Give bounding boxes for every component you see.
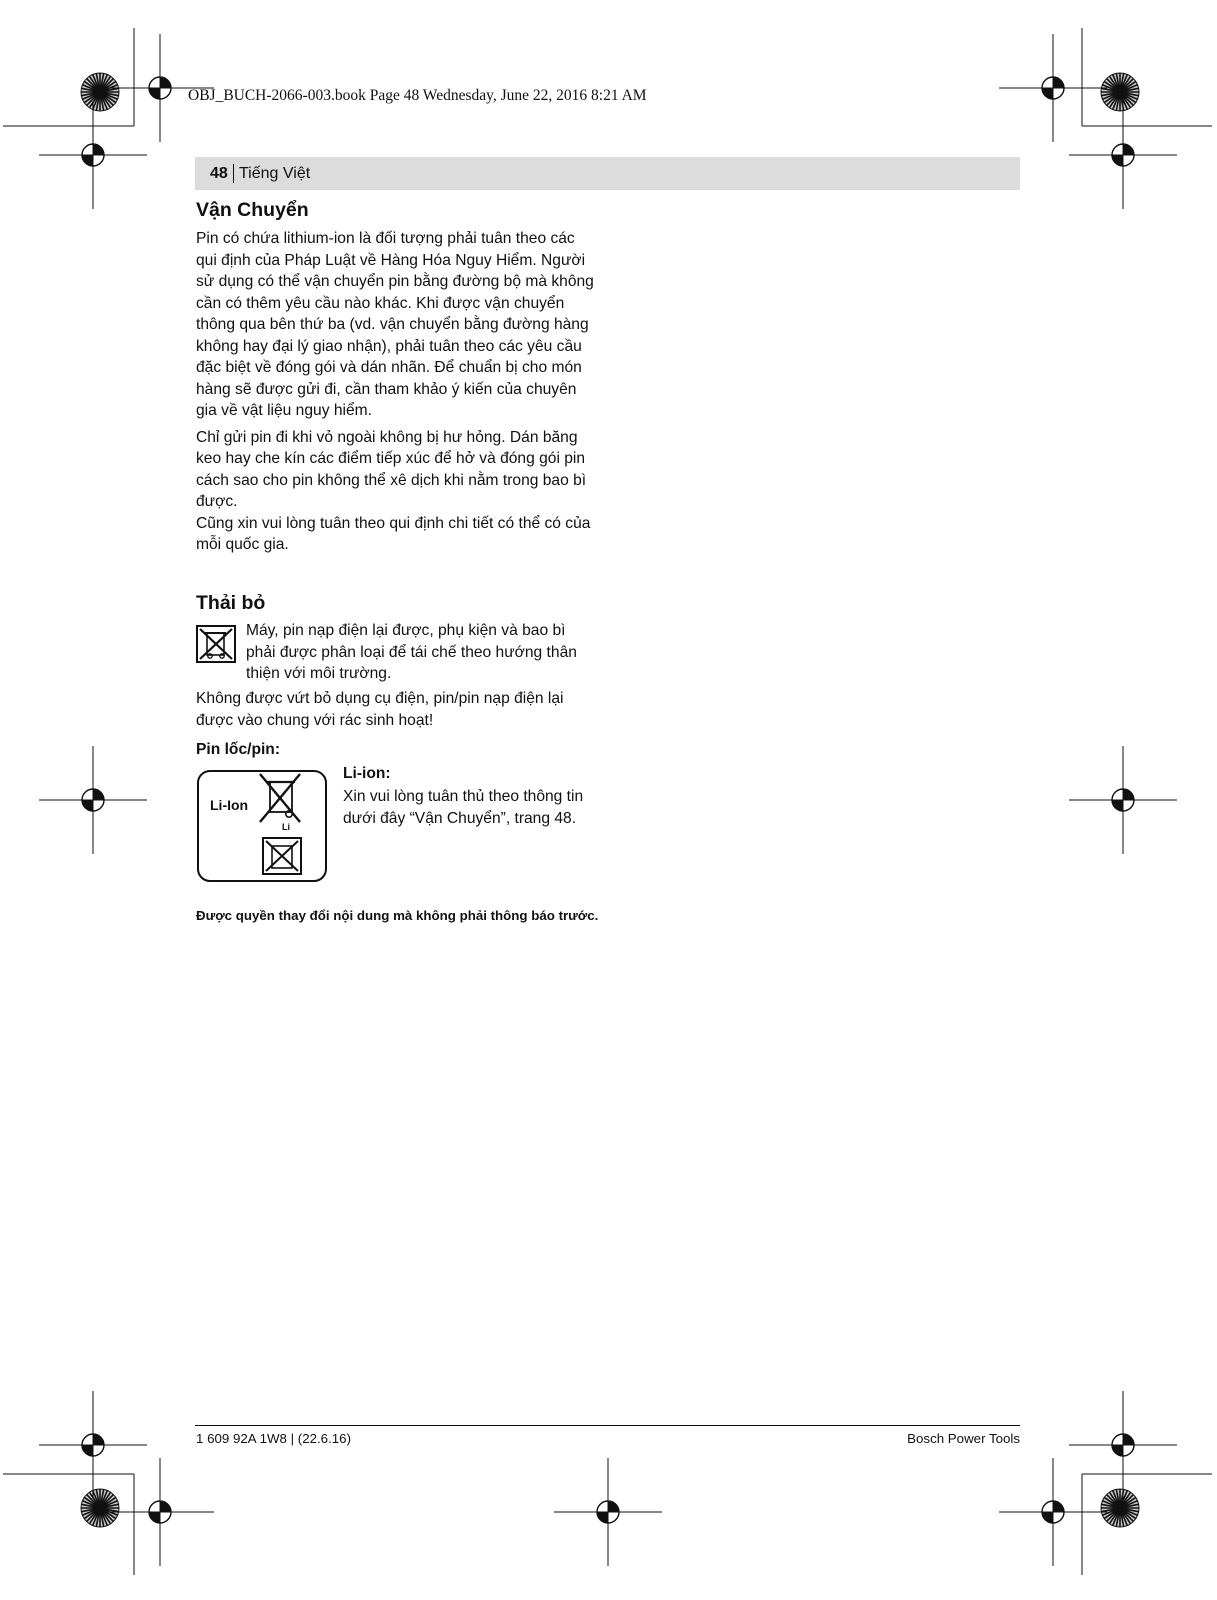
print-slug: OBJ_BUCH-2066-003.book Page 48 Wednesday, June 22, 2016 8:21 AM — [188, 87, 647, 104]
battery-subheading: Pin lốc/pin: — [196, 741, 281, 758]
transport-paragraph-3: Cũng xin vui lòng tuân theo qui định chi tiết có thể có của mỗi quốc gia. — [196, 514, 591, 553]
transport-heading: Vận Chuyển — [196, 199, 309, 221]
li-small-label: Li — [282, 822, 290, 832]
liion-symbol-label: Li-Ion — [210, 797, 249, 813]
transport-section — [196, 228, 596, 556]
battery-recycle-icon — [263, 838, 301, 874]
disposal-heading: Thải bỏ — [196, 592, 266, 614]
footer-doc-number: 1 609 92A 1W8 | (22.6.16) — [196, 1431, 351, 1446]
liion-text: Xin vui lòng tuân thủ theo thông tin dưới đây “Vận Chuyển”, trang 48. — [343, 788, 584, 827]
transport-paragraph-2: Chỉ gửi pin đi khi vỏ ngoài không bị hư hỏng. Dán băng keo hay che kín các điểm tiếp xúc để hở và đóng gói pin cách sao cho pin không thể xê dịch khi nằm trong bao bì được. — [196, 428, 587, 510]
header-separator — [233, 164, 234, 183]
transport-paragraph-1: Pin có chứa lithium-ion là đối tượng phải tuân theo các qui định của Pháp Luật về Hàng Hóa Nguy Hiểm. Người sử dụng có thể vận chuyển pin bằng đường bộ mà không cần có thêm yêu cầu nào khác. Khi được vận chuyển thông qua bên thứ ba (vd. vận chuyển bằng đường hàng không hay đại lý giao nhận), phải tuân theo các yêu cầu đặc biệt về đóng gói và dán nhãn. Để chuẩn bị cho món hàng sẽ được gửi đi, cần tham khảo ý kiến của chuyên gia về vật liệu nguy hiểm. — [196, 230, 594, 419]
liion-heading: Li-ion: — [343, 765, 391, 782]
header-bar — [195, 157, 1020, 190]
liion-recycling-symbol — [197, 770, 327, 882]
language-label: Tiếng Việt — [239, 165, 311, 182]
footer-brand: Bosch Power Tools — [907, 1431, 1020, 1446]
page-number: 48 — [210, 165, 228, 182]
disposal-warning-block — [196, 688, 596, 731]
footnote: Được quyền thay đổi nội dung mà không phải thông báo trước. — [196, 908, 599, 923]
disposal-warning: Không được vứt bỏ dụng cụ điện, pin/pin nạp điện lại được vào chung với rác sinh hoạt! — [196, 690, 564, 729]
crossed-out-bin-icon — [196, 625, 236, 663]
footer-rule — [195, 1425, 1020, 1426]
disposal-icon-text: Máy, pin nạp điện lại được, phụ kiện và bao bì phải được phân loại để tái chế theo hướng thân thiện với môi trường. — [246, 622, 577, 682]
